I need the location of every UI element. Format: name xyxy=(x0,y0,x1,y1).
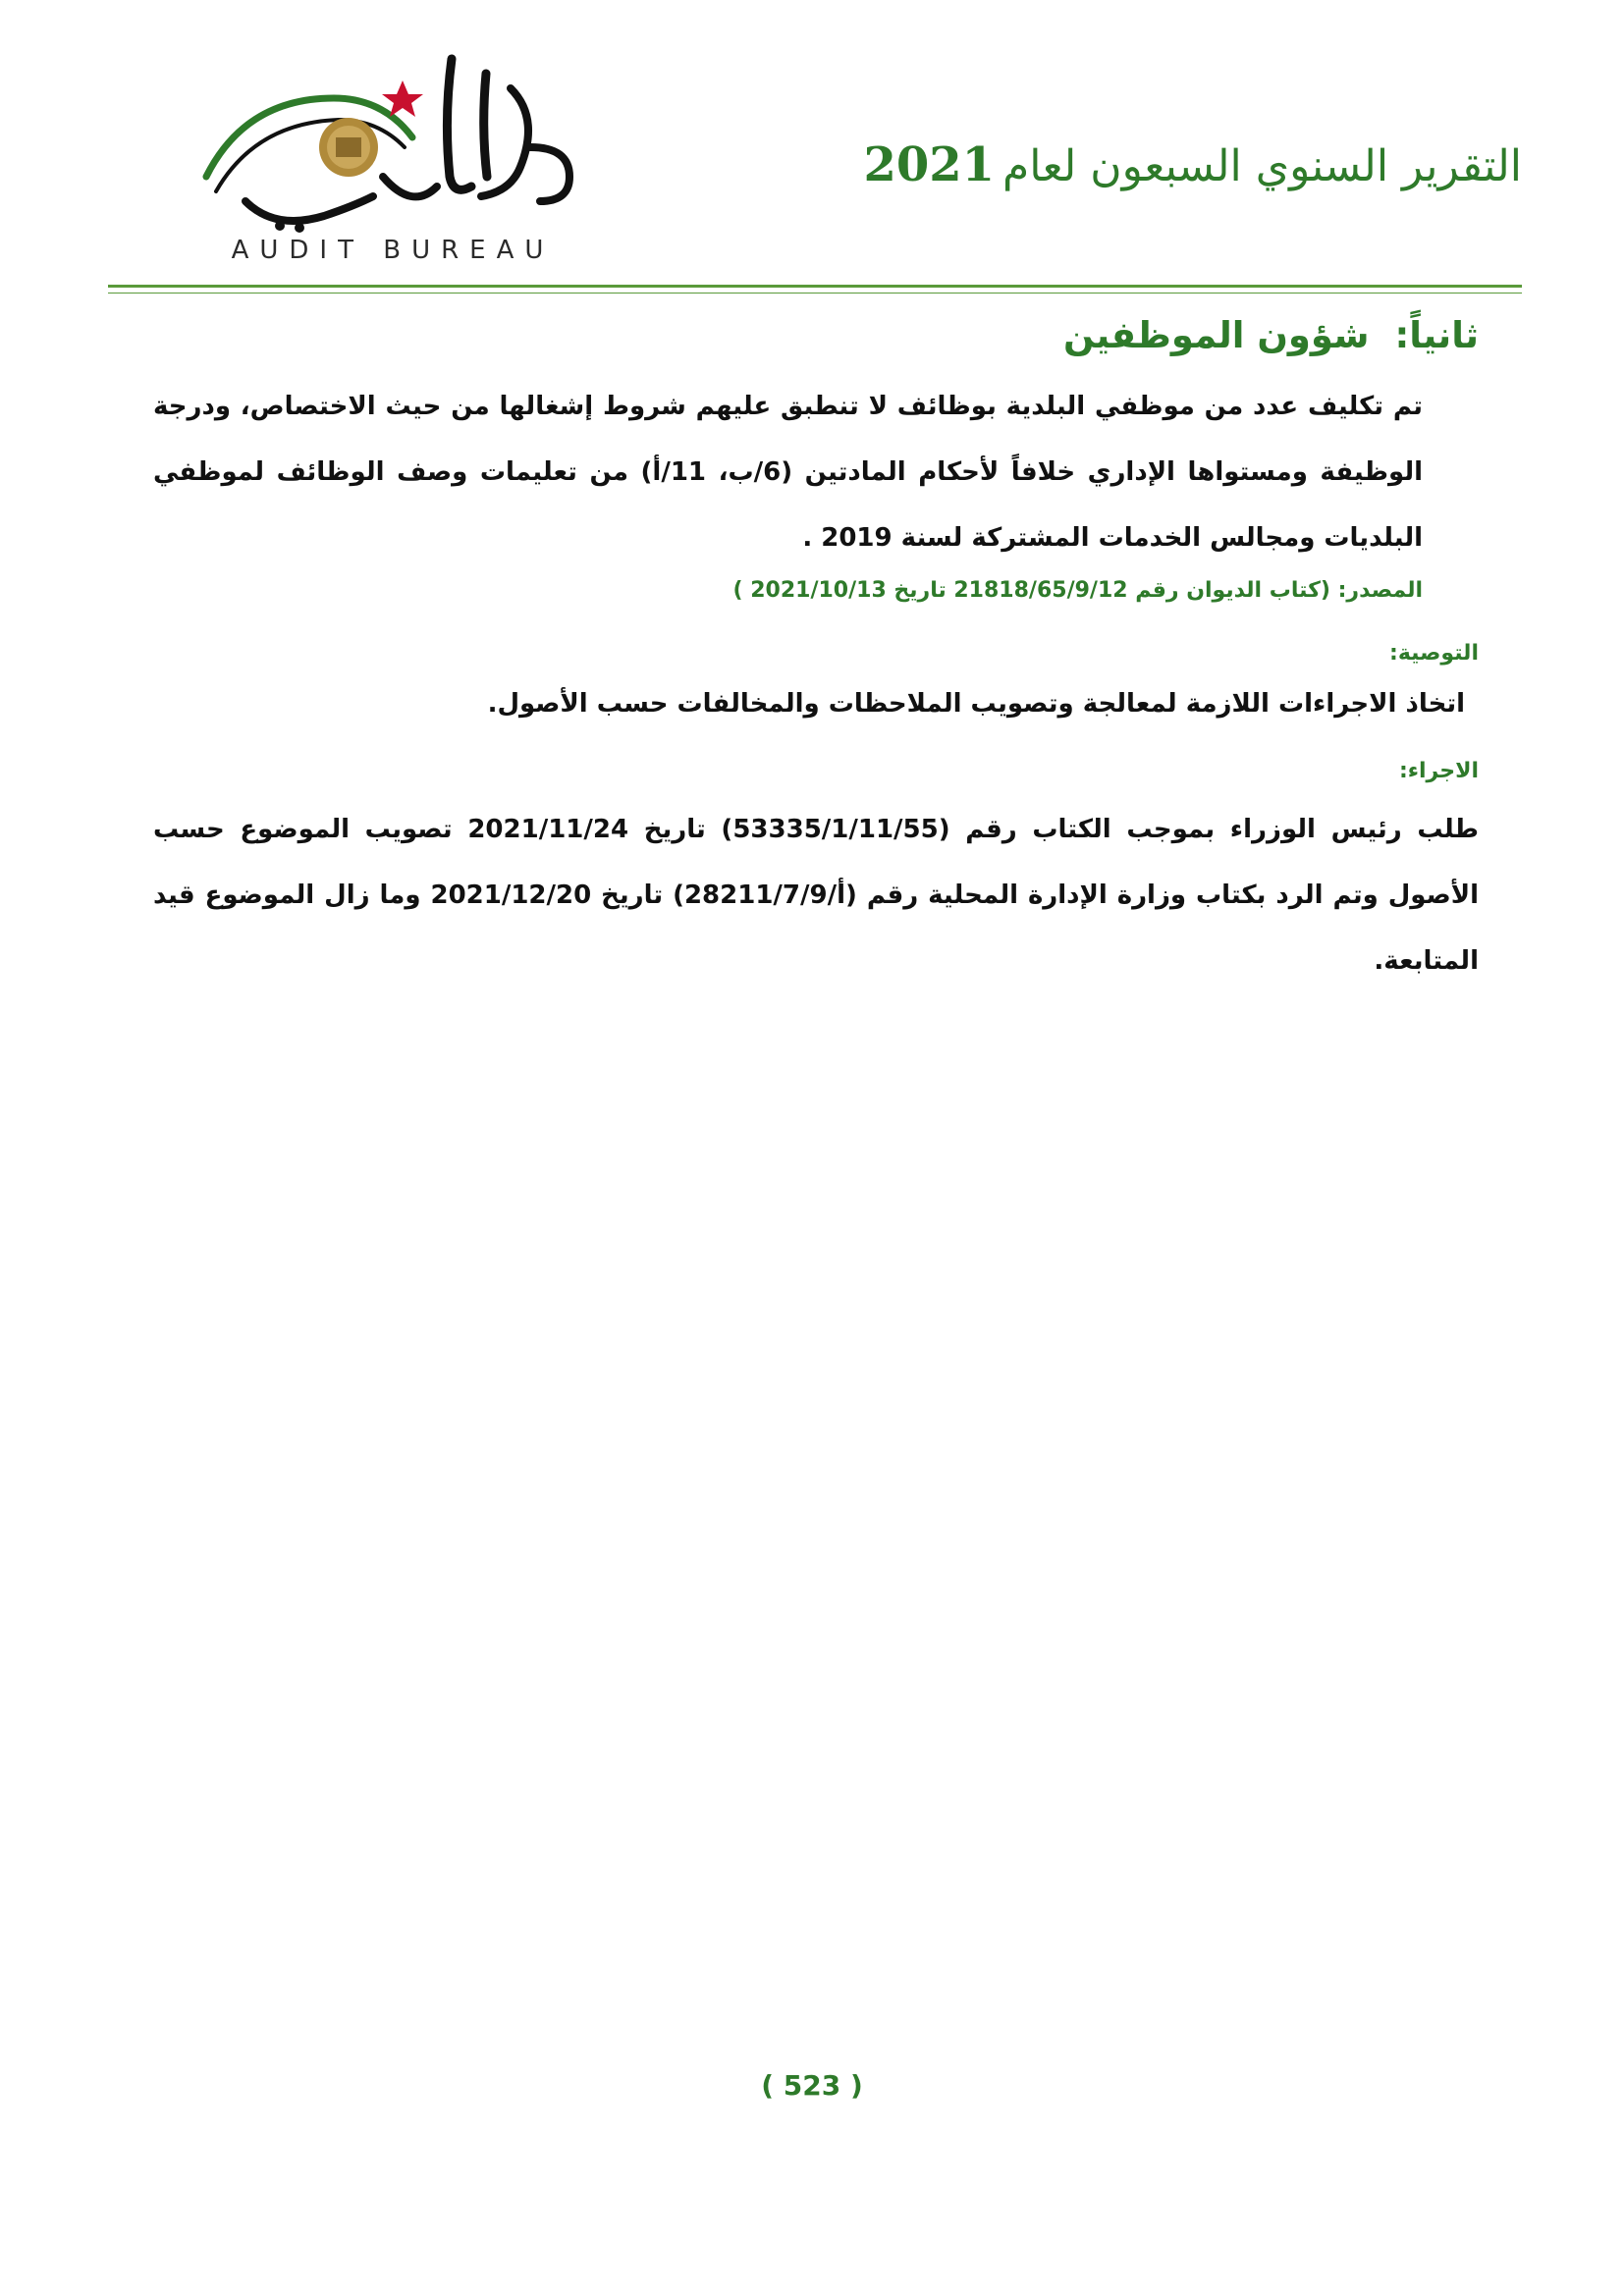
page-header xyxy=(108,29,1522,287)
action-text: طلب رئيس الوزراء بموجب الكتاب رقم (53335/1/11/55) تاريخ 2021/11/24 تصويب الموضوع حسب الأصول وتم الرد بكتاب وزارة الإدارة المحلية رقم (أ/28211/7/9) تاريخ 2021/12/20 وما زال الموضوع قيد المتابعة. xyxy=(153,815,1480,976)
report-title xyxy=(863,137,1522,192)
main-content xyxy=(153,314,1479,994)
action-label: الاجراء: xyxy=(1398,759,1479,783)
audit-bureau-emblem-icon xyxy=(187,29,599,236)
section-heading xyxy=(153,314,1479,356)
page-number: ( 523 ) xyxy=(761,2069,863,2102)
recommendation-text: اتخاذ الاجراءات اللازمة لمعالجة وتصويب الملاحظات والمخالفات حسب الأصول. xyxy=(487,689,1465,719)
finding-paragraph: تم تكليف عدد من موظفي البلدية بوظائف لا تنطبق عليهم شروط إشغالها من حيث الاختصاص، ودرجة الوظيفة ومستواها الإداري خلافاً لأحكام المادتين (6/ب، 11/أ) من تعليمات وصف الوظائف لموظفي البلديات ومجالس الخدمات المشتركة لسنة 2019 . xyxy=(153,392,1423,553)
source-reference: المصدر: (كتاب الديوان رقم 21818/65/9/12 تاريخ 2021/10/13 ) xyxy=(732,578,1423,603)
report-year: 2021 xyxy=(863,137,996,192)
audit-bureau-logo xyxy=(187,29,599,265)
section-number: ثانياً: xyxy=(1394,314,1479,356)
logo-wordmark: AUDIT BUREAU xyxy=(231,236,555,265)
header-divider xyxy=(108,285,1522,294)
recommendation-label: التوصية: xyxy=(1389,641,1479,666)
report-title-text: التقرير السنوي السبعون لعام xyxy=(1002,141,1522,191)
section-title: شؤون الموظفين xyxy=(1063,314,1370,356)
